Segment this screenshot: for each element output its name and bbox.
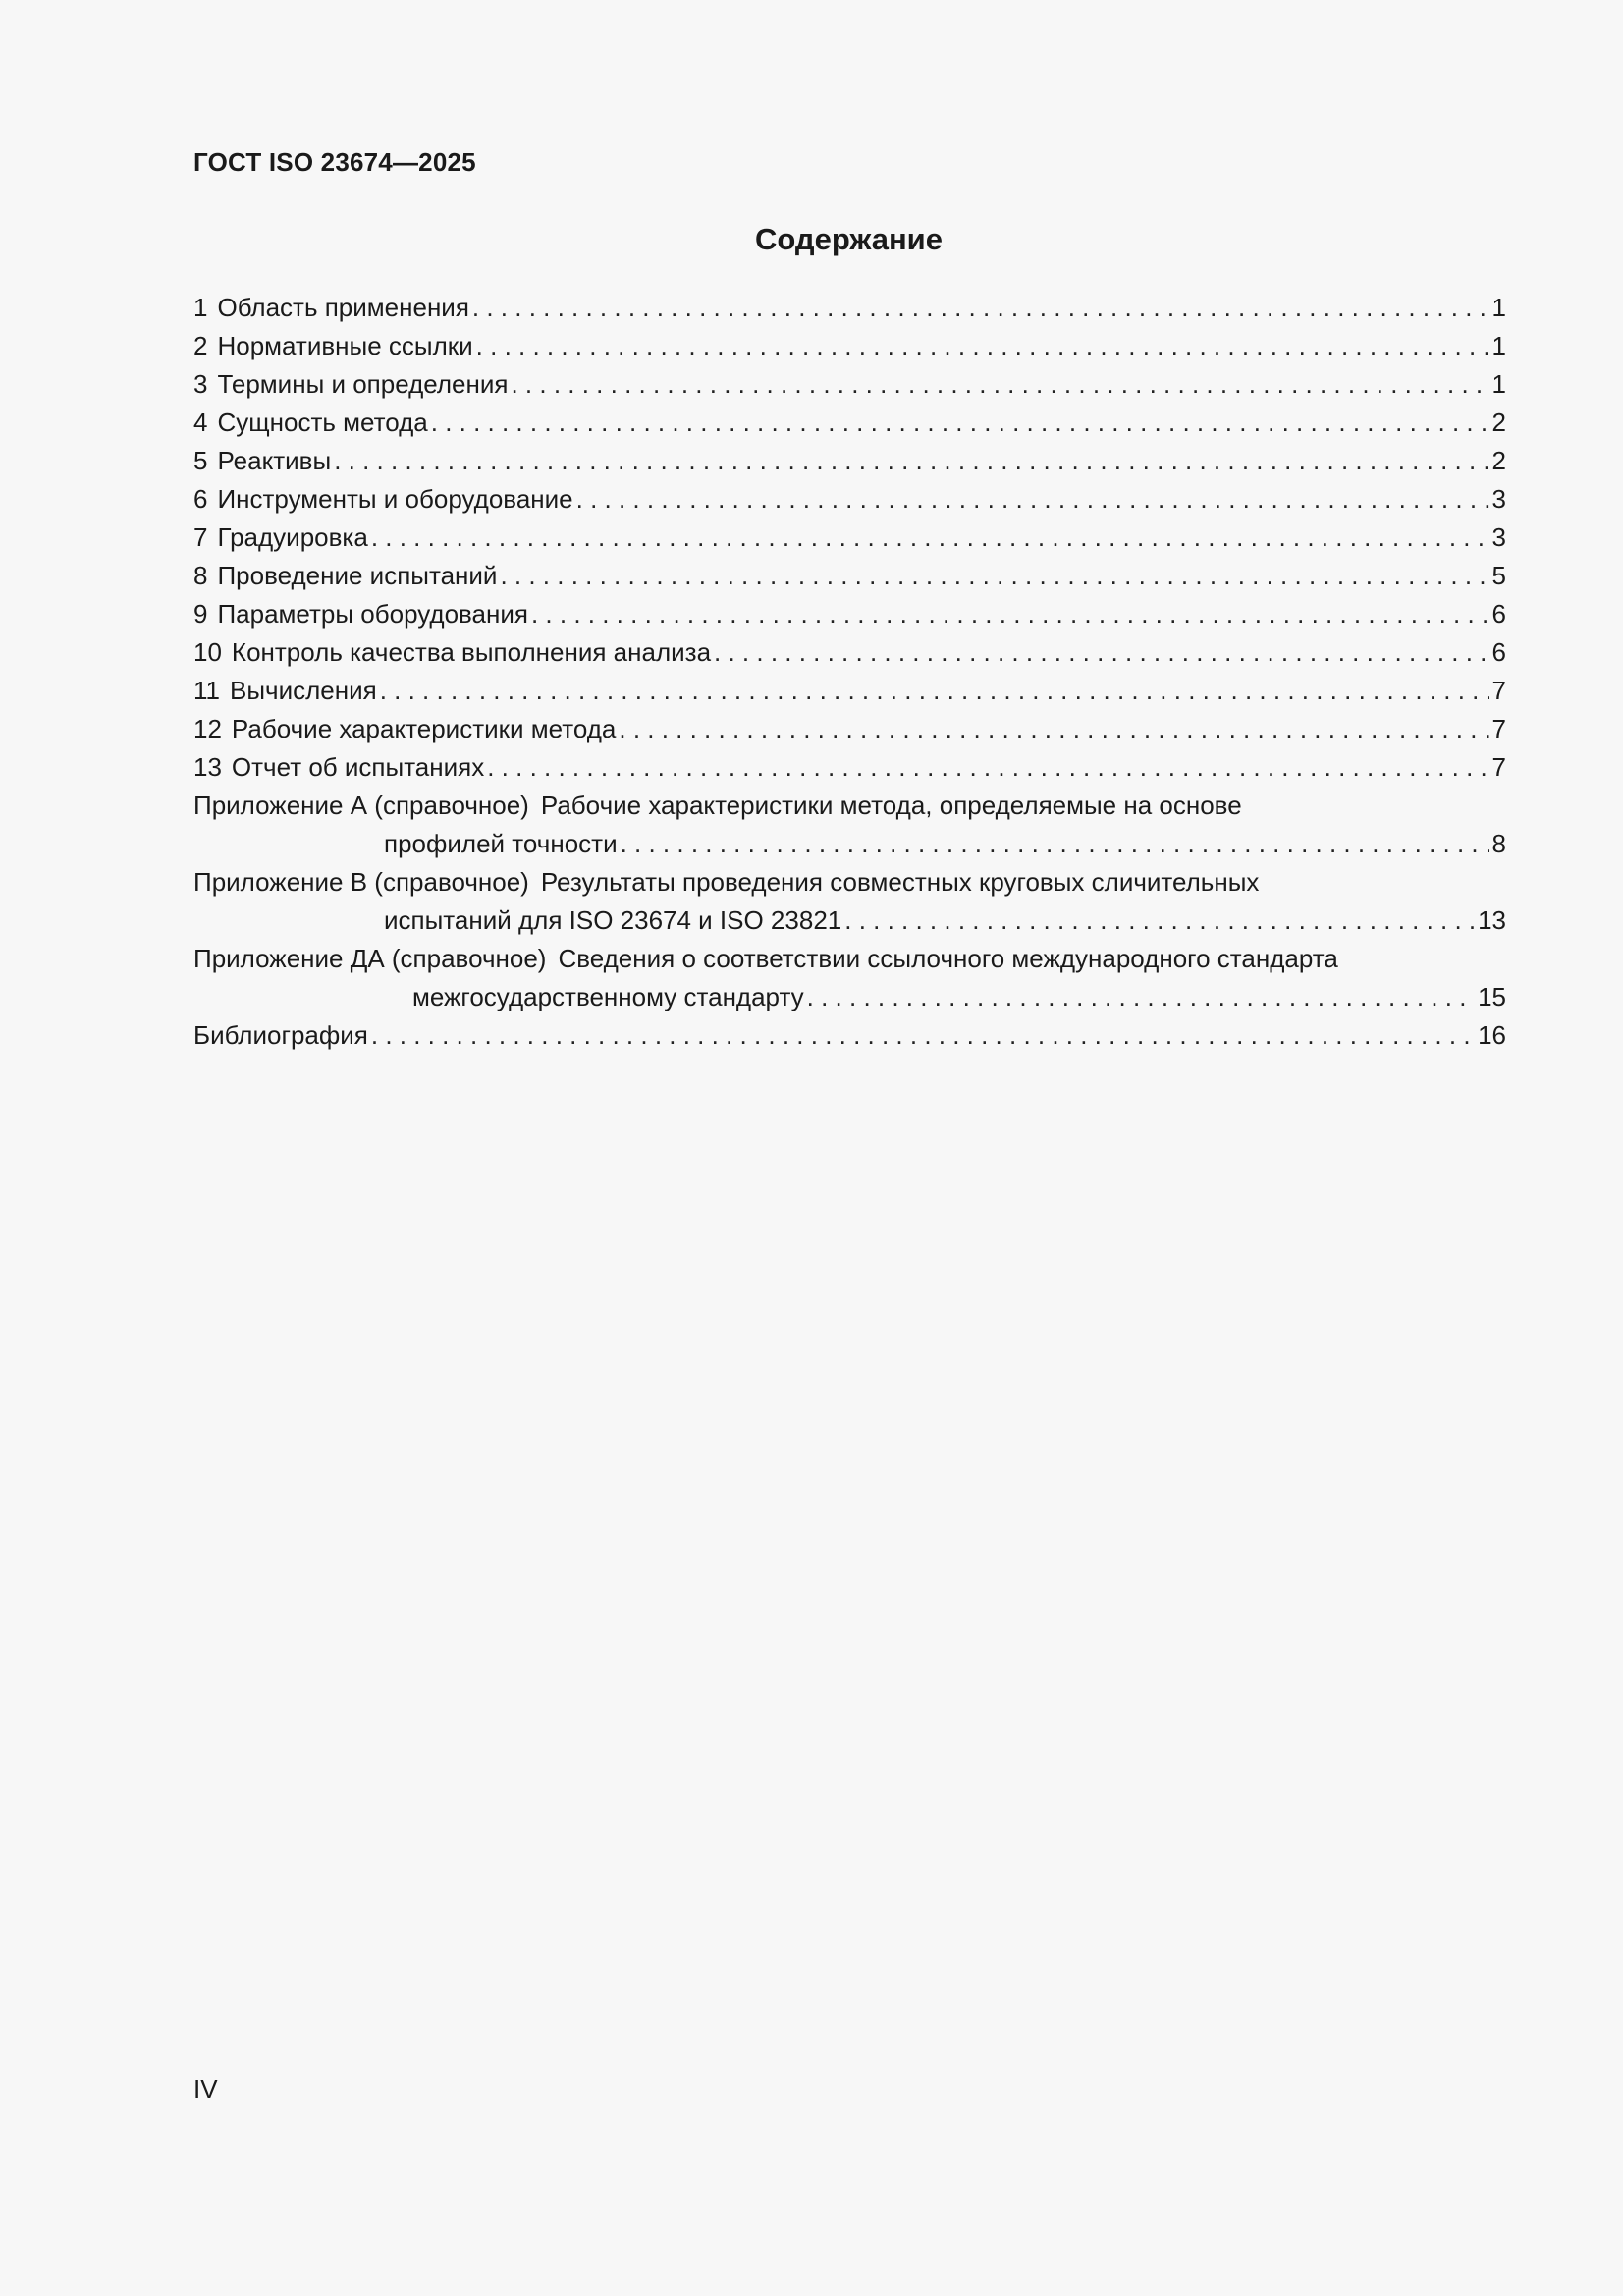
toc-entry-title: Градуировка <box>217 522 368 552</box>
dot-leader <box>807 978 1475 1016</box>
toc-entry-13[interactable] <box>193 748 1506 787</box>
table-of-contents <box>193 289 1506 1055</box>
dot-leader <box>371 1016 1475 1055</box>
toc-entry-number: 8 <box>193 561 208 590</box>
appendix-title-line1: Сведения о соответствии ссылочного международного стандарта <box>558 944 1338 973</box>
document-standard-id: ГОСТ ISO 23674—2025 <box>193 147 476 177</box>
toc-entry-page: 16 <box>1478 1020 1506 1050</box>
toc-entry-title: Сущность метода <box>217 408 428 437</box>
toc-entry-6[interactable] <box>193 480 1506 519</box>
toc-entry-title: Контроль качества выполнения анализа <box>231 637 712 667</box>
toc-entry-page: 2 <box>1491 446 1506 475</box>
toc-entry-number: 2 <box>193 331 208 360</box>
toc-entry-5[interactable] <box>193 442 1506 480</box>
toc-entry-number: 6 <box>193 484 208 514</box>
appendix-title-line1: Результаты проведения совместных круговых сличительных <box>540 867 1260 897</box>
appendix-title-line2: профилей точности <box>384 829 618 858</box>
appendix-label: Приложение В (справочное) <box>193 867 529 897</box>
toc-appendix-b[interactable] <box>193 863 1506 940</box>
appendix-title-line2: испытаний для ISO 23674 и ISO 23821 <box>384 905 842 935</box>
toc-entry-title: Отчет об испытаниях <box>231 752 485 782</box>
dot-leader <box>487 748 1488 787</box>
dot-leader <box>431 404 1489 442</box>
appendix-label: Приложение А (справочное) <box>193 791 529 820</box>
toc-entry-title: Рабочие характеристики метода <box>231 714 617 743</box>
toc-entry-page: 7 <box>1491 714 1506 743</box>
toc-entry-page: 3 <box>1491 484 1506 514</box>
toc-entry-number: 10 <box>193 637 222 667</box>
dot-leader <box>371 519 1489 557</box>
toc-entry-page: 6 <box>1491 599 1506 629</box>
toc-entry-page: 7 <box>1491 676 1506 705</box>
toc-entry-4[interactable] <box>193 404 1506 442</box>
toc-entry-title: Библиография <box>193 1020 368 1050</box>
dot-leader <box>500 557 1488 595</box>
toc-entry-7[interactable] <box>193 519 1506 557</box>
appendix-label: Приложение ДА (справочное) <box>193 944 547 973</box>
dot-leader <box>621 825 1489 863</box>
toc-entry-title: Нормативные ссылки <box>217 331 473 360</box>
toc-entry-number: 1 <box>193 293 208 322</box>
dot-leader <box>380 672 1489 710</box>
toc-entry-page: 8 <box>1491 829 1506 858</box>
toc-entry-number: 7 <box>193 522 208 552</box>
toc-entry-number: 12 <box>193 714 222 743</box>
page-number: IV <box>193 2074 218 2104</box>
toc-entry-page: 6 <box>1491 637 1506 667</box>
toc-entry-page: 3 <box>1491 522 1506 552</box>
toc-entry-page: 2 <box>1491 408 1506 437</box>
appendix-title-line2: межгосударственному стандарту <box>412 982 804 1011</box>
toc-entry-2[interactable] <box>193 327 1506 365</box>
toc-entry-number: 5 <box>193 446 208 475</box>
toc-entry-title: Область применения <box>217 293 469 322</box>
toc-appendix-da[interactable] <box>193 940 1506 1016</box>
toc-appendix-a[interactable] <box>193 787 1506 863</box>
toc-entry-title: Реактивы <box>217 446 332 475</box>
toc-entry-number: 4 <box>193 408 208 437</box>
dot-leader <box>531 595 1489 633</box>
toc-entry-title: Параметры оборудования <box>217 599 528 629</box>
toc-title: Содержание <box>755 222 943 256</box>
toc-entry-title: Проведение испытаний <box>217 561 498 590</box>
toc-entry-number: 3 <box>193 369 208 399</box>
toc-entry-number: 11 <box>193 676 220 705</box>
toc-entry-page: 15 <box>1478 982 1506 1011</box>
toc-entry-page: 5 <box>1491 561 1506 590</box>
dot-leader <box>844 902 1475 940</box>
toc-entry-9[interactable] <box>193 595 1506 633</box>
toc-entry-title: Инструменты и оборудование <box>217 484 573 514</box>
toc-entry-title: Термины и определения <box>217 369 509 399</box>
dot-leader <box>334 442 1488 480</box>
toc-entry-number: 13 <box>193 752 222 782</box>
toc-entry-bibliography[interactable] <box>193 1016 1506 1055</box>
toc-entry-page: 1 <box>1491 331 1506 360</box>
dot-leader <box>714 633 1489 672</box>
toc-entry-10[interactable] <box>193 633 1506 672</box>
toc-entry-11[interactable] <box>193 672 1506 710</box>
toc-entry-page: 1 <box>1491 369 1506 399</box>
toc-entry-number: 9 <box>193 599 208 629</box>
toc-entry-8[interactable] <box>193 557 1506 595</box>
toc-entry-title: Вычисления <box>230 676 377 705</box>
dot-leader <box>472 289 1489 327</box>
toc-entry-1[interactable] <box>193 289 1506 327</box>
toc-entry-page: 13 <box>1478 905 1506 935</box>
dot-leader <box>576 480 1489 519</box>
dot-leader <box>619 710 1488 748</box>
toc-entry-3[interactable] <box>193 365 1506 404</box>
dot-leader <box>511 365 1488 404</box>
toc-entry-page: 1 <box>1491 293 1506 322</box>
dot-leader <box>476 327 1489 365</box>
toc-entry-12[interactable] <box>193 710 1506 748</box>
toc-entry-page: 7 <box>1491 752 1506 782</box>
appendix-title-line1: Рабочие характеристики метода, определяемые на основе <box>540 791 1242 820</box>
